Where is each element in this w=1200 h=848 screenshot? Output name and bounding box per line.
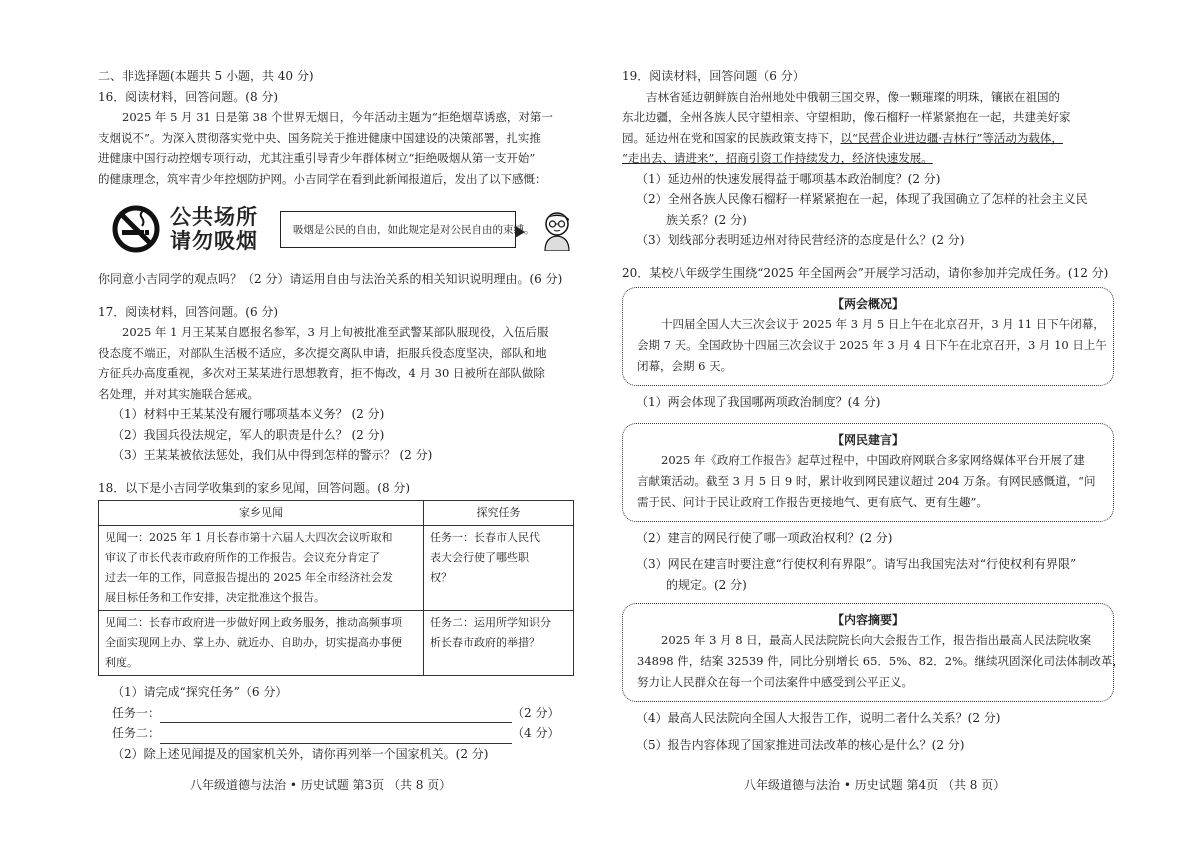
- q18-sub-1: （1）请完成“探究任务”（6 分）: [112, 685, 288, 699]
- task2-answer-line[interactable]: [160, 731, 512, 744]
- cell-line: 任务一：长春市人民代: [430, 531, 540, 544]
- left-page: [98, 66, 574, 764]
- overview-box: [622, 287, 1114, 386]
- task2-answer-row: [98, 723, 574, 744]
- table-cell: [424, 611, 574, 676]
- cell-line: 过去一年的工作，同意报告提出的 2025 年全市经济社会发: [105, 571, 393, 584]
- cell-line: 任务二：运用所学知识分: [430, 616, 551, 629]
- q17-sub-3: （3）王某某被依法惩处，我们从中得到怎样的警示？ (2 分): [112, 448, 433, 462]
- sign-line: 公共场所: [170, 205, 258, 229]
- q19-line: 东北边疆，全州各族人民守望相亲、守望相助，像石榴籽一样紧紧抱在一起，共建美好家: [622, 110, 1071, 124]
- box-line: 十四届全国人大三次会议于 2025 年 3 月 5 日上午在北京召开，3 月 11 日下午闭幕，: [661, 317, 1105, 331]
- table-cell: [424, 526, 574, 611]
- q19-sub-2: （2）全州各族人民像石榴籽一样紧紧抱在一起，体现了我国确立了怎样的社会主义民: [636, 192, 1088, 206]
- q16-line: 支烟说不”。为深入贯彻落实党中央、国务院关于推进健康中国建设的决策部署，扎实推: [98, 130, 541, 145]
- section-heading: 二、非选择题(本题共 5 小题，共 40 分): [98, 69, 314, 83]
- summary-box: [622, 603, 1125, 702]
- box-line: 34898 件，结案 32539 件，同比分别增长 65．5%、82．2%。继续巩固深化司法体制改革，: [637, 654, 1125, 668]
- sign-line: 请勿吸烟: [170, 229, 258, 253]
- q17-line: 2025 年 1 月王某某自愿报名参军，3 月上旬被批准至武警某部队服现役，入伍后服: [122, 325, 549, 339]
- q19-sub-1: （1）延边州的快速发展得益于哪项基本政治制度？(2 分): [636, 171, 941, 186]
- q16-title: 16．阅读材料，回答问题。(8 分): [98, 89, 279, 104]
- underlined-text: “走出去、请进来”，招商引资工作持续发力，经济快速发展。: [622, 151, 933, 165]
- cell-line: 表大会行使了哪些职: [430, 551, 529, 564]
- table-header-row: [99, 501, 574, 526]
- box-title: 【网民建言】: [831, 432, 904, 447]
- box-line: 2025 年《政府工作报告》起草过程中，中国政府网联合多家网络媒体平台开展了建: [661, 452, 1085, 467]
- q20-sub-4: （4）最高人民法院向全国人大报告工作，说明二者什么关系？(2 分): [636, 711, 1001, 725]
- task1-score: （2 分）: [512, 705, 560, 720]
- cell-line: 利度。: [105, 656, 138, 669]
- q20-sub-5: （5）报告内容体现了国家推进司法改革的核心是什么？(2 分): [636, 737, 965, 752]
- task2-label: 任务二：: [112, 726, 161, 740]
- cell-line: 析长春市政府的举措？: [430, 636, 540, 649]
- box-line: 2025 年 3 月 8 日，最高人民法院院长向大会报告工作，报告指出最高人民法院收案: [661, 633, 1092, 647]
- task2-score: （4 分）: [512, 726, 560, 740]
- q19-line: [622, 128, 1114, 149]
- right-page: [622, 66, 1125, 755]
- q18-title: 18．以下是小吉同学收集到的家乡见闻，回答问题。(8 分): [98, 480, 411, 495]
- q16-line: 的健康理念，筑牢青少年控烟防护网。小吉同学在看到此新闻报道后，发出了以下感慨：: [98, 171, 547, 186]
- netizen-box: [622, 423, 1114, 522]
- page-footer-right: 八年级道德与法治 • 历史试题 第4页 （共 8 页）: [744, 778, 1006, 792]
- q17-sub-2: （2）我国兵役法规定，军人的职责是什么？ (2 分): [112, 427, 385, 442]
- box-title: 【内容摘要】: [831, 613, 904, 627]
- cell-line: 全面实现网上办、掌上办、就近办、自助办，切实提高办事便: [105, 636, 402, 649]
- table-row: [99, 611, 574, 676]
- table-cell: [99, 611, 424, 676]
- box-line: 言献策活动。截至 3 月 5 日 9 时，累计收到网民建议超过 204 万条。有网民感慨道，“问: [637, 473, 1096, 488]
- q17-material: [98, 322, 574, 404]
- q16-question: 你同意小吉同学的观点吗？（2 分）请运用自由与法治关系的相关知识说明理由。(6 分): [98, 272, 563, 286]
- speech-bubble: 吸烟是公民的自由，如此规定是对公民自由的束缚。: [280, 211, 516, 248]
- q19-sub-3: （3）划线部分表明延边州对待民营经济的态度是什么？(2 分): [636, 233, 965, 247]
- q19-material: [622, 87, 1114, 169]
- no-smoking-icon: [112, 205, 160, 253]
- q19-sub-2-cont: 族关系？(2 分): [666, 212, 747, 227]
- q20-sub-3-cont: 的规定。(2 分): [666, 577, 747, 592]
- q16-line: 2025 年 5 月 31 日是第 38 个世界无烟日，今年活动主题为“拒绝烟草诱惑，对第一: [122, 110, 553, 124]
- student-avatar-icon: [540, 207, 574, 251]
- cell-line: 展目标任务和工作安排，决定批准这个报告。: [105, 591, 325, 604]
- q17-sub-1: （1）材料中王某某没有履行哪项基本义务？ (2 分): [112, 407, 385, 421]
- box-line: 努力让人民群众在每一个司法案件中感受到公平正义。: [637, 675, 913, 689]
- hometown-table: [98, 500, 574, 676]
- cell-line: 见闻二：长春市政府进一步做好网上政务服务，推动高频事项: [105, 616, 402, 629]
- q20-title: 20．某校八年级学生围绕“2025 年全国两会”开展学习活动，请你参加并完成任务。(12 分): [622, 265, 1109, 280]
- page-footer-left: 八年级道德与法治 • 历史试题 第3页 （共 8 页）: [190, 778, 452, 792]
- task1-answer-line[interactable]: [160, 710, 512, 723]
- q20-sub-2: （2）建言的网民行使了哪一项政治权利？(2 分): [636, 530, 893, 545]
- underlined-text: 以“民营企业进边疆·吉林行”等活动为载体，: [840, 130, 1063, 145]
- q20-sub-1: （1）两会体现了我国哪两项政治制度？(4 分): [636, 395, 881, 409]
- task1-answer-row: [98, 703, 574, 724]
- table-cell: [99, 526, 424, 611]
- q19-text: 园。延边州在党和国家的民族政策支持下，: [622, 130, 841, 145]
- table-header: 探究任务: [424, 501, 574, 526]
- q17-line: 方征兵办高度重视，多次对王某某进行思想教育，拒不悔改，4 月 30 日被所在部队做除: [98, 366, 545, 380]
- sign-text: [170, 205, 258, 253]
- q18-sub-2: （2）除上述见闻提及的国家机关外，请你再列举一个国家机关。(2 分): [112, 746, 489, 761]
- cell-line: 权？: [430, 571, 452, 584]
- q19-line: 吉林省延边朝鲜族自治州地处中俄朝三国交界，像一颗璀璨的明珠，镶嵌在祖国的: [646, 89, 1060, 104]
- q16-material: [98, 107, 574, 189]
- no-smoking-sign: [112, 193, 574, 265]
- task1-label: 任务一：: [112, 705, 161, 720]
- q17-line: 役态度不端正，对部队生活极不适应，多次提交离队申请，拒服兵役态度坚决，部队和地: [98, 345, 547, 360]
- q16-line: 进健康中国行动控烟专项行动，尤其注重引导青少年群体树立“拒绝吸烟从第一支开始”: [98, 151, 536, 165]
- box-line: 会期 7 天。全国政协十四届三次会议于 2025 年 3 月 4 日下午在北京召开，3 月 10 日上午: [637, 338, 1107, 352]
- cell-line: 审议了市长代表市政府所作的工作报告。会议充分肯定了: [105, 551, 380, 564]
- q17-title: 17．阅读材料，回答问题。(6 分): [98, 304, 279, 319]
- table-header: 家乡见闻: [99, 501, 424, 526]
- q19-title: 19．阅读材料，回答问题（6 分）: [622, 69, 805, 83]
- q20-sub-3: （3）网民在建言时要注意“行使权利有界限”。请写出我国宪法对“行使权利有界限”: [636, 557, 1077, 571]
- q17-line: 名处理，并对其实施联合惩戒。: [98, 386, 259, 401]
- box-title: 【两会概况】: [831, 297, 904, 311]
- box-line: 闭幕，会期 6 天。: [637, 359, 733, 373]
- table-row: [99, 526, 574, 611]
- box-line: 需于民、问计于民让政府工作报告更接地气、更有底气、更有生趣”。: [637, 494, 988, 509]
- cell-line: 见闻一：2025 年 1 月长春市第十六届人大四次会议听取和: [105, 531, 393, 544]
